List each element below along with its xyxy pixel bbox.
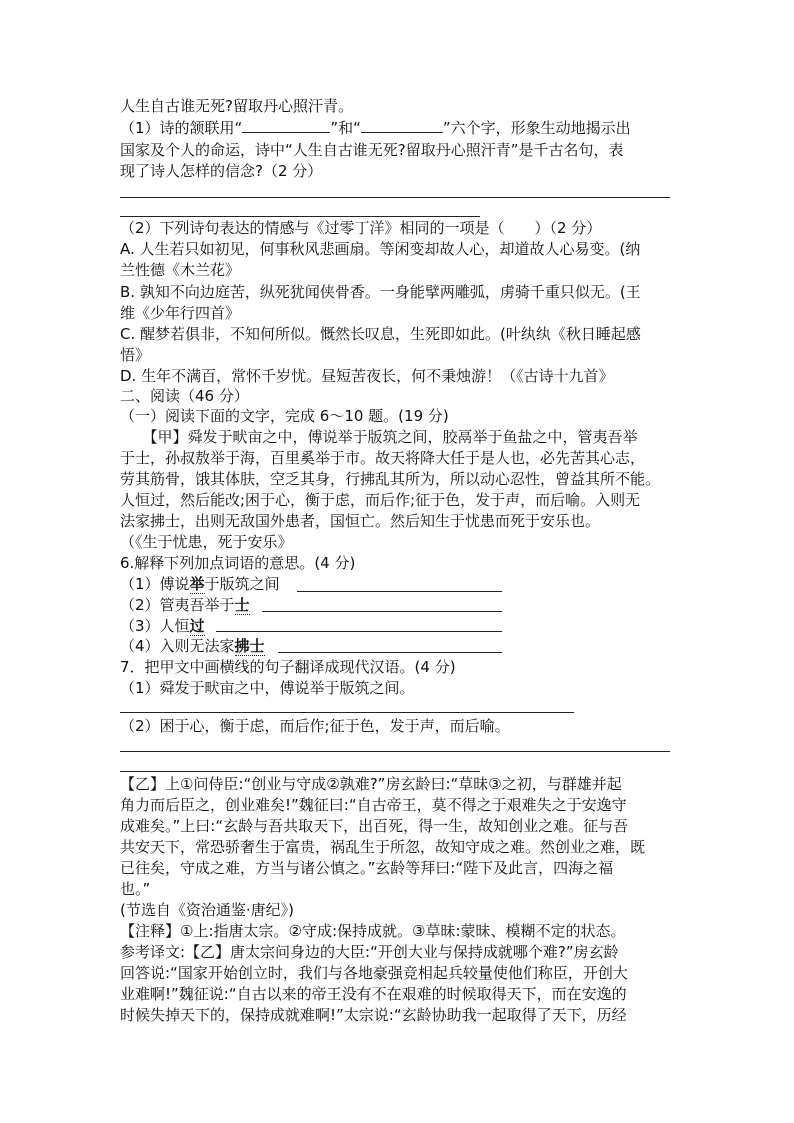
answer-line[interactable]	[120, 216, 480, 217]
section-heading: 二、阅读（46 分）	[120, 387, 249, 405]
passage-a-line: 法家拂士，出则无敌国外患者，国恒亡。然后知生于忧患而死于安乐也。	[120, 512, 601, 530]
question-6-item-3	[120, 616, 205, 636]
passage-a-source: （《生于忧患，死于安乐》	[120, 533, 293, 551]
item-2-text: （2）管夷吾举于	[120, 596, 235, 614]
question-7-item-1: （1）舜发于畎亩之中，傅说举于版筑之间。	[120, 679, 415, 697]
translation-line: 参考译文:【乙】唐太宗问身边的大臣:“开创大业与保持成就哪个难?”房玄龄	[120, 943, 619, 961]
question-1-prefix: （1）诗的颔联用“	[120, 119, 243, 137]
option-b-line-2: 维《少年行四首》	[120, 304, 241, 322]
passage-a-line: 人恒过，然后能改;困于心，衡于虑，而后作;征于色，发于声，而后喻。入则无	[120, 491, 641, 509]
translation-line: 时候失掉天下的，保持成就难啊!”太宗说:“玄龄协助我一起取得了天下，历经	[120, 1006, 627, 1024]
question-1-line	[120, 118, 631, 138]
question-7-item-2: （2）困于心，衡于虑，而后作;征于色，发于声，而后喻。	[120, 717, 510, 735]
translation-line: 业难啊!”魏征说:“自古以来的帝王没有不在艰难的时候取得天下，而在安逸的	[120, 985, 627, 1003]
passage-b-line: 也。”	[120, 880, 151, 898]
passage-a-line: 【甲】舜发于畎亩之中，傅说举于版筑之间，胶鬲举于鱼盐之中，管夷吾举	[120, 428, 638, 446]
passage-b-line: 角力而后臣之，创业难矣!”魏征曰:“自古帝王，莫不得之于艰难失之于安逸守	[120, 796, 627, 814]
item-1-text: （1）傅说	[120, 575, 190, 593]
option-c-line-2: 悟》	[120, 346, 151, 364]
annotation-line: 【注释】①上:指唐太宗。②守成:保持成就。③草昧:蒙昧、模糊不定的状态。	[120, 922, 626, 940]
dotted-word: 拂士	[234, 637, 265, 655]
answer-blank-2[interactable]	[361, 118, 443, 133]
answer-line[interactable]	[297, 591, 502, 592]
passage-a-line: 于士，孙叔敖举于海，百里奚举于市。故天将降大任于是人也，必先苦其心志，	[120, 449, 646, 467]
answer-blank-1[interactable]	[242, 118, 330, 133]
question-1-line-3: 现了诗人怎样的信念?（2 分）	[120, 162, 323, 180]
passage-b-line: 【乙】上①问侍臣:“创业与守成②孰难?”房玄龄曰:“草昧③之初，与群雄并起	[120, 775, 622, 793]
question-6-title: 6.解释下列加点词语的意思。(4 分)	[120, 554, 356, 572]
passage-b-source: (节选自《资治通鉴·唐纪》)	[120, 901, 294, 919]
reading-instruction: （一）阅读下面的文字，完成 6～10 题。(19 分)	[120, 407, 449, 425]
option-c-line-1: C. 醒梦若俱非，不知何所似。慨然长叹息，生死即如此。(叶纨纨《秋日睡起感	[120, 325, 641, 343]
answer-line[interactable]	[120, 712, 574, 713]
translation-line: 回答说:“国家开始创立时，我们与各地豪强竞相起兵较量使他们称臣，开创大	[120, 964, 628, 982]
answer-line[interactable]	[262, 611, 502, 612]
passage-b-line: 共安天下，常恐骄奢生于富贵，祸乱生于所忽，故知守成之难。然创业之难，既	[120, 838, 646, 856]
question-2-line: （2）下列诗句表达的情感与《过零丁洋》相同的一项是（ ）（2 分）	[120, 219, 602, 237]
item-3-text: （3）人恒	[120, 617, 190, 635]
answer-line[interactable]	[278, 652, 502, 653]
question-7-title: 7．把甲文中画横线的句子翻译成现代汉语。(4 分)	[120, 658, 456, 676]
question-1-line-2: 国家及个人的命运，诗中“人生自古谁无死?留取丹心照汗青”是千古名句，表	[120, 141, 624, 159]
passage-a-line: 劳其筋骨，饿其体肤，空乏其身，行拂乱其所为，所以动心忍性，曾益其所不能。	[120, 470, 661, 488]
item-4-text: （4）入则无法家	[120, 637, 235, 655]
dotted-word: 过	[189, 617, 205, 635]
question-1-mid: ”和“	[330, 119, 361, 137]
question-1-suffix: ”六个字，形象生动地揭示出	[442, 119, 631, 137]
answer-line[interactable]	[120, 197, 670, 198]
question-6-item-2	[120, 595, 250, 615]
answer-line[interactable]	[120, 751, 670, 752]
answer-line[interactable]	[216, 631, 502, 632]
passage-b-line: 已往矣，守成之难，方当与诸公慎之。”玄龄等拜曰:“陛下及此言，四海之福	[120, 859, 614, 877]
question-6-item-4	[120, 636, 265, 656]
option-a-line-1: A. 人生若只如初见，何事秋风悲画扇。等闲变却故人心，却道故人心易变。(纳	[120, 240, 641, 258]
option-b-line-1: B. 孰知不向边庭苦，纵死犹闻侠骨香。一身能擘两雕弧，虏骑千重只似无。(王	[120, 283, 641, 301]
option-d-line: D. 生年不满百，常怀千岁忧。昼短苦夜长，何不秉烛游！（《古诗十九首》	[120, 367, 614, 385]
question-6-item-1	[120, 574, 280, 594]
answer-line[interactable]	[120, 771, 480, 772]
poem-line: 人生自古谁无死?留取丹心照汗青。	[120, 97, 353, 115]
passage-b-line: 成难矣。”上曰:“玄龄与吾共取天下，出百死，得一生，故知创业之难。征与吾	[120, 817, 629, 835]
item-1-text-end: 于版筑之间	[204, 575, 280, 593]
option-a-line-2: 兰性德《木兰花》	[120, 261, 241, 279]
dotted-word: 举	[189, 575, 205, 593]
dotted-word: 士	[234, 596, 250, 614]
